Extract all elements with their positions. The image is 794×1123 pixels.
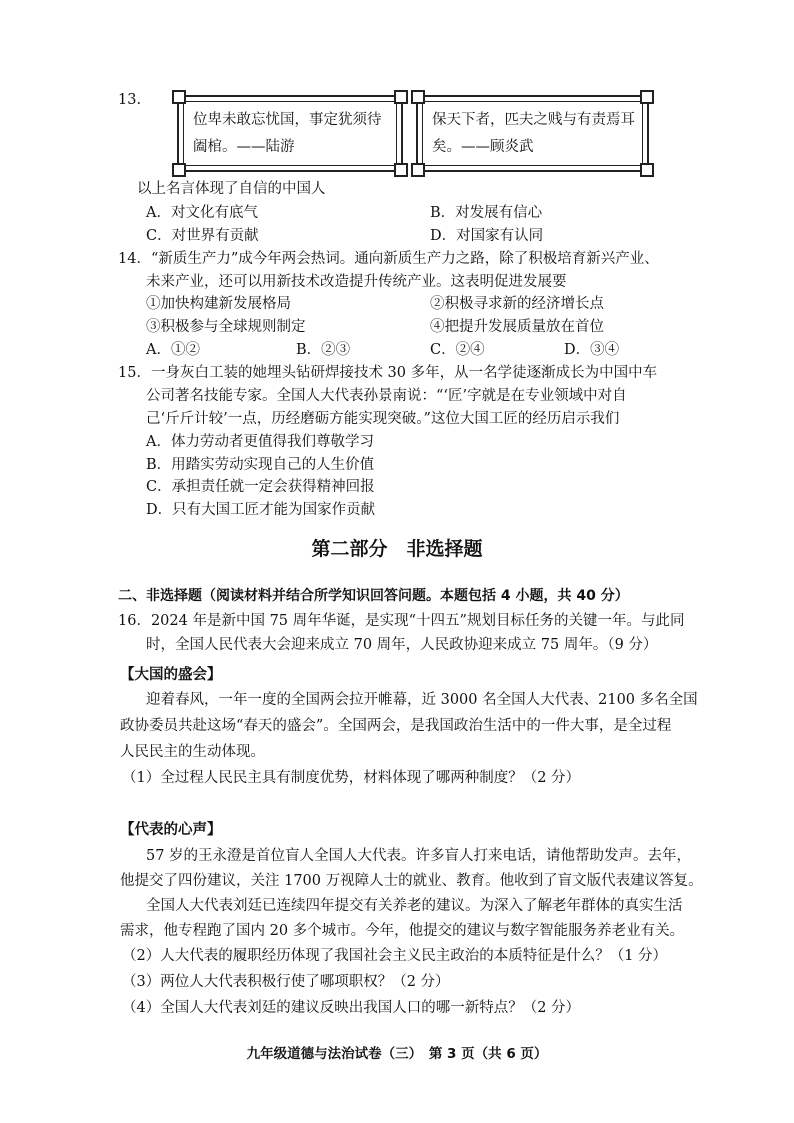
q16-intro-line1: 16．2024 年是新中国 75 周年华诞，是实现“十四五”规划目标任务的关键一年。与此同 bbox=[118, 613, 685, 629]
q14-stem-line1: 14．“新质生产力”成今年两会热词。通向新质生产力之路，除了积极培育新兴产业、 bbox=[118, 251, 659, 267]
quote-frame-left bbox=[177, 95, 403, 172]
q14-item-3: ③积极参与全球规则制定 bbox=[146, 319, 306, 335]
q15-option-d: D．只有大国工匠才能为国家作贡献 bbox=[146, 502, 376, 518]
q14-item-4: ④把提升发展质量放在首位 bbox=[430, 319, 604, 335]
frame-corner-ornament bbox=[172, 163, 186, 177]
q16-intro-line2: 时，全国人民代表大会迎来成立 70 周年，人民政协迎来成立 75 周年。（9 分） bbox=[146, 637, 658, 653]
material2-line3: 全国人大代表刘廷已连续四年提交有关养老的建议。为深入了解老年群体的真实生活 bbox=[146, 898, 683, 914]
q16-subquestion-3: （3）两位人大代表积极行使了哪项职权？（2 分） bbox=[122, 974, 450, 990]
frame-corner-ornament bbox=[394, 90, 408, 104]
material1-line1: 迎着春风，一年一度的全国两会拉开帷幕，近 3000 名全国人大代表、2100 多名全国 bbox=[146, 692, 698, 708]
material2-line4: 需求，他专程跑了国内 20 多个城市。今年，他提交的建议与数字智能服务养老业有关。 bbox=[120, 923, 685, 939]
section-instructions: 二、非选择题（阅读材料并结合所学知识回答问题。本题包括 4 小题，共 40 分） bbox=[118, 588, 629, 604]
material1-title: 【大国的盛会】 bbox=[120, 667, 222, 683]
q15-stem-line3: 己‘斤斤计较’一点，历经磨砺方能实现突破。”这位大国工匠的经历启示我们 bbox=[146, 411, 620, 427]
frame-corner-ornament bbox=[640, 163, 654, 177]
q15-stem-line1: 15．一身灰白工装的她埋头钻研焊接技术 30 多年，从一名学徒逐渐成长为中国中车 bbox=[118, 365, 658, 381]
frame-corner-ornament bbox=[411, 90, 425, 104]
quote-gu-yanwu: 保天下者，匹夫之贱与有责焉耳矣。——顾炎武 bbox=[432, 112, 635, 155]
frame-corner-ornament bbox=[394, 163, 408, 177]
frame-corner-ornament bbox=[411, 163, 425, 177]
q15-option-b: B．用踏实劳动实现自己的人生价值 bbox=[146, 457, 375, 473]
frame-corner-ornament bbox=[640, 90, 654, 104]
part2-heading: 第二部分 非选择题 bbox=[311, 538, 483, 560]
material2-line1: 57 岁的王永澄是首位盲人全国人大代表。许多盲人打来电话，请他帮助发声。去年， bbox=[146, 848, 692, 864]
q16-subquestion-1: （1）全过程人民民主具有制度优势，材料体现了哪两种制度？（2 分） bbox=[122, 770, 581, 786]
q14-stem-line2: 未来产业，还可以用新技术改造提升传统产业。这表明促进发展要 bbox=[146, 274, 567, 290]
q14-option-d: D．③④ bbox=[564, 342, 620, 358]
material1-line3: 人民民主的生动体现。 bbox=[120, 744, 265, 760]
q13-option-b: B．对发展有信心 bbox=[430, 205, 543, 221]
q13-option-a: A．对文化有底气 bbox=[146, 205, 258, 221]
q14-item-1: ①加快构建新发展格局 bbox=[146, 296, 291, 312]
q16-subquestion-4: （4）全国人大代表刘廷的建议反映出我国人口的哪一新特点？（2 分） bbox=[122, 1000, 581, 1016]
q13-stem: 以上名言体现了自信的中国人 bbox=[137, 181, 326, 197]
material1-line2: 政协委员共赴这场“春天的盛会”。全国两会，是我国政治生活中的一件大事，是全过程 bbox=[120, 718, 672, 734]
material2-line2: 他提交了四份建议，关注 1700 万视障人士的就业、教育。他收到了盲文版代表建议答复。 bbox=[120, 873, 703, 889]
q15-stem-line2: 公司著名技能专家。全国人大代表孙景南说：“‘匠’字就是在专业领域中对自 bbox=[146, 388, 627, 404]
q14-option-b: B．②③ bbox=[296, 342, 351, 358]
page-footer: 九年级道德与法治试卷（三） 第 3 页（共 6 页） bbox=[246, 1046, 548, 1062]
q13-number: 13. bbox=[118, 92, 142, 108]
q14-item-2: ②积极寻求新的经济增长点 bbox=[430, 296, 604, 312]
q13-option-d: D．对国家有认同 bbox=[430, 228, 544, 244]
q15-option-c: C．承担责任就一定会获得精神回报 bbox=[146, 479, 375, 495]
q14-option-a: A．①② bbox=[146, 342, 200, 358]
q13-option-c: C．对世界有贡献 bbox=[146, 228, 259, 244]
quote-frame-right bbox=[416, 95, 649, 172]
q14-option-c: C．②④ bbox=[430, 342, 485, 358]
frame-corner-ornament bbox=[172, 90, 186, 104]
q15-option-a: A．体力劳动者更值得我们尊敬学习 bbox=[146, 434, 374, 450]
material2-title: 【代表的心声】 bbox=[120, 822, 222, 838]
q16-subquestion-2: （2）人大代表的履职经历体现了我国社会主义民主政治的本质特征是什么？（1 分） bbox=[122, 948, 668, 964]
quote-lu-you: 位卑未敢忘忧国，事定犹须待阖棺。——陆游 bbox=[193, 112, 382, 155]
